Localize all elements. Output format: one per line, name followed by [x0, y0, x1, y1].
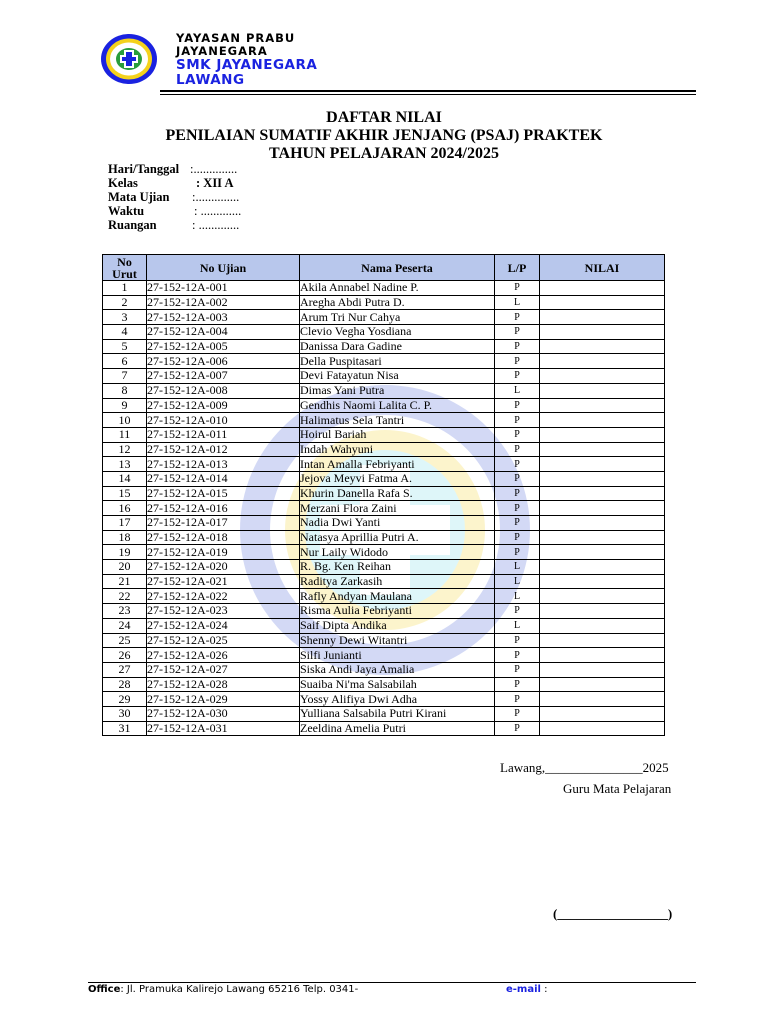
- col-nama-peserta: Nama Peserta: [300, 255, 495, 281]
- row-nama: Jejova Meyvi Fatma A.: [300, 471, 495, 486]
- row-no: 11: [103, 427, 147, 442]
- kelas-value: : XII A: [196, 176, 234, 190]
- table-row: [103, 604, 665, 619]
- row-lp: L: [495, 574, 540, 589]
- table-row: [103, 325, 665, 340]
- row-nilai-input: [540, 589, 665, 604]
- table-row: [103, 310, 665, 325]
- signer-role: Guru Mata Pelajaran: [563, 781, 672, 796]
- row-nama: Della Puspitasari: [300, 354, 495, 369]
- row-no-ujian: 27-152-12A-012: [147, 442, 300, 457]
- row-nilai-input: [540, 383, 665, 398]
- row-no-ujian: 27-152-12A-019: [147, 545, 300, 560]
- row-nama: Akila Annabel Nadine P.: [300, 281, 495, 296]
- row-no: 24: [103, 618, 147, 633]
- row-nilai-input: [540, 530, 665, 545]
- row-lp: P: [495, 692, 540, 707]
- row-nama: Yulliana Salsabila Putri Kirani: [300, 706, 495, 721]
- row-nilai-input: [540, 457, 665, 472]
- row-no: 13: [103, 457, 147, 472]
- hari-value: :..............: [190, 162, 238, 176]
- row-no: 31: [103, 721, 147, 736]
- row-no-ujian: 27-152-12A-001: [147, 281, 300, 296]
- table-row: [103, 383, 665, 398]
- table-row: [103, 442, 665, 457]
- row-lp: P: [495, 339, 540, 354]
- table-row: [103, 457, 665, 472]
- row-nama: Suaiba Ni'ma Salsabilah: [300, 677, 495, 692]
- row-no: 21: [103, 574, 147, 589]
- row-nama: Indah Wahyuni: [300, 442, 495, 457]
- row-nilai-input: [540, 442, 665, 457]
- row-nilai-input: [540, 633, 665, 648]
- row-no: 8: [103, 383, 147, 398]
- row-lp: P: [495, 442, 540, 457]
- row-no-ujian: 27-152-12A-016: [147, 501, 300, 516]
- row-lp: P: [495, 516, 540, 531]
- row-nama: Danissa Dara Gadine: [300, 339, 495, 354]
- row-nama: Natasya Aprillia Putri A.: [300, 530, 495, 545]
- row-nama: Nur Laily Widodo: [300, 545, 495, 560]
- doc-title: DAFTAR NILAI: [326, 109, 442, 126]
- row-no: 12: [103, 442, 147, 457]
- row-no-ujian: 27-152-12A-010: [147, 413, 300, 428]
- row-nilai-input: [540, 339, 665, 354]
- row-nilai-input: [540, 310, 665, 325]
- row-no-ujian: 27-152-12A-029: [147, 692, 300, 707]
- table-row: [103, 516, 665, 531]
- table-row: [103, 618, 665, 633]
- row-no: 14: [103, 471, 147, 486]
- table-row: [103, 413, 665, 428]
- row-lp: P: [495, 281, 540, 296]
- row-no-ujian: 27-152-12A-003: [147, 310, 300, 325]
- row-nilai-input: [540, 325, 665, 340]
- row-no-ujian: 27-152-12A-023: [147, 604, 300, 619]
- row-lp: P: [495, 706, 540, 721]
- table-row: [103, 530, 665, 545]
- row-lp: P: [495, 530, 540, 545]
- row-lp: P: [495, 604, 540, 619]
- row-lp: P: [495, 486, 540, 501]
- row-nilai-input: [540, 471, 665, 486]
- place-date: Lawang,_______________2025: [500, 760, 669, 775]
- row-no: 19: [103, 545, 147, 560]
- row-no: 9: [103, 398, 147, 413]
- row-nilai-input: [540, 501, 665, 516]
- table-row: [103, 398, 665, 413]
- table-row: [103, 281, 665, 296]
- row-nama: Rafly Andyan Maulana: [300, 589, 495, 604]
- row-no: 3: [103, 310, 147, 325]
- row-lp: P: [495, 677, 540, 692]
- row-no: 2: [103, 295, 147, 310]
- table-row: [103, 354, 665, 369]
- row-no: 17: [103, 516, 147, 531]
- row-nama: Arum Tri Nur Cahya: [300, 310, 495, 325]
- row-nama: Clevio Vegha Yosdiana: [300, 325, 495, 340]
- row-lp: P: [495, 398, 540, 413]
- ruangan-label: Ruangan: [108, 218, 157, 232]
- row-lp: P: [495, 354, 540, 369]
- table-row: [103, 648, 665, 663]
- table-row: [103, 339, 665, 354]
- row-no: 26: [103, 648, 147, 663]
- row-lp: L: [495, 295, 540, 310]
- row-nama: Intan Amalla Febriyanti: [300, 457, 495, 472]
- table-row: [103, 295, 665, 310]
- school-logo: [100, 33, 158, 85]
- row-no-ujian: 27-152-12A-006: [147, 354, 300, 369]
- col-no-urut: No Urut: [103, 255, 147, 281]
- row-nama: Halimatus Sela Tantri: [300, 413, 495, 428]
- col-nilai: NILAI: [540, 255, 665, 281]
- row-no-ujian: 27-152-12A-027: [147, 662, 300, 677]
- row-nilai-input: [540, 413, 665, 428]
- row-nama: Yossy Alifiya Dwi Adha: [300, 692, 495, 707]
- row-nilai-input: [540, 574, 665, 589]
- row-lp: P: [495, 648, 540, 663]
- row-no-ujian: 27-152-12A-031: [147, 721, 300, 736]
- row-nilai-input: [540, 706, 665, 721]
- row-nilai-input: [540, 486, 665, 501]
- letterhead: [176, 32, 317, 88]
- doc-subtitle: PENILAIAN SUMATIF AKHIR JENJANG (PSAJ) PRAKTEK: [165, 127, 603, 144]
- row-nilai-input: [540, 604, 665, 619]
- table-row: [103, 427, 665, 442]
- waktu-value: : .............: [194, 204, 242, 218]
- row-no: 20: [103, 560, 147, 575]
- row-no-ujian: 27-152-12A-009: [147, 398, 300, 413]
- row-lp: P: [495, 427, 540, 442]
- table-row: [103, 486, 665, 501]
- score-table: [102, 254, 665, 736]
- mapel-value: :..............: [192, 190, 240, 204]
- kelas-label: Kelas: [108, 176, 138, 190]
- row-nilai-input: [540, 398, 665, 413]
- row-lp: L: [495, 589, 540, 604]
- waktu-label: Waktu: [108, 204, 145, 218]
- row-nama: Hoirul Bariah: [300, 427, 495, 442]
- ruangan-value: : .............: [192, 218, 240, 232]
- row-no: 30: [103, 706, 147, 721]
- table-row: [103, 633, 665, 648]
- table-body: [103, 281, 665, 736]
- row-nama: Saif Dipta Andika: [300, 618, 495, 633]
- row-no: 1: [103, 281, 147, 296]
- row-no-ujian: 27-152-12A-018: [147, 530, 300, 545]
- row-nama: R. Bg. Ken Reihan: [300, 560, 495, 575]
- row-lp: P: [495, 325, 540, 340]
- row-lp: P: [495, 501, 540, 516]
- row-no: 7: [103, 369, 147, 384]
- row-no-ujian: 27-152-12A-011: [147, 427, 300, 442]
- row-lp: P: [495, 662, 540, 677]
- table-row: [103, 662, 665, 677]
- row-lp: P: [495, 457, 540, 472]
- row-no: 16: [103, 501, 147, 516]
- row-no: 4: [103, 325, 147, 340]
- row-no-ujian: 27-152-12A-004: [147, 325, 300, 340]
- table-row: [103, 706, 665, 721]
- row-nama: Nadia Dwi Yanti: [300, 516, 495, 531]
- col-no-ujian: No Ujian: [147, 255, 300, 281]
- row-lp: L: [495, 383, 540, 398]
- col-lp: L/P: [495, 255, 540, 281]
- school-name-line2: LAWANG: [176, 72, 245, 88]
- row-no-ujian: 27-152-12A-013: [147, 457, 300, 472]
- row-lp: L: [495, 618, 540, 633]
- row-no-ujian: 27-152-12A-005: [147, 339, 300, 354]
- row-nama: Silfi Junianti: [300, 648, 495, 663]
- row-nama: Siska Andi Jaya Amalia: [300, 662, 495, 677]
- letterhead-divider-thick: [160, 90, 696, 92]
- row-nama: Khurin Danella Rafa S.: [300, 486, 495, 501]
- table-row: [103, 545, 665, 560]
- row-nama: Zeeldina Amelia Putri: [300, 721, 495, 736]
- row-no-ujian: 27-152-12A-014: [147, 471, 300, 486]
- row-nilai-input: [540, 692, 665, 707]
- row-no-ujian: 27-152-12A-026: [147, 648, 300, 663]
- row-nilai-input: [540, 281, 665, 296]
- table-row: [103, 369, 665, 384]
- row-nama: Aregha Abdi Putra D.: [300, 295, 495, 310]
- row-lp: P: [495, 633, 540, 648]
- row-nilai-input: [540, 427, 665, 442]
- row-no-ujian: 27-152-12A-022: [147, 589, 300, 604]
- row-lp: P: [495, 413, 540, 428]
- footer-email: e-mail :: [506, 984, 548, 995]
- row-no: 18: [103, 530, 147, 545]
- row-nama: Devi Fatayatun Nisa: [300, 369, 495, 384]
- row-nilai-input: [540, 354, 665, 369]
- table-row: [103, 560, 665, 575]
- row-nama: Shenny Dewi Witantri: [300, 633, 495, 648]
- row-nilai-input: [540, 545, 665, 560]
- row-nama: Gendhis Naomi Lalita C. P.: [300, 398, 495, 413]
- footer: [88, 982, 696, 995]
- row-no: 5: [103, 339, 147, 354]
- row-no-ujian: 27-152-12A-002: [147, 295, 300, 310]
- row-nilai-input: [540, 618, 665, 633]
- school-name-line1: SMK JAYANEGARA: [176, 57, 318, 73]
- row-no-ujian: 27-152-12A-024: [147, 618, 300, 633]
- row-nilai-input: [540, 677, 665, 692]
- row-no: 27: [103, 662, 147, 677]
- row-no: 25: [103, 633, 147, 648]
- row-nilai-input: [540, 516, 665, 531]
- row-no: 6: [103, 354, 147, 369]
- foundation-name-line2: JAYANEGARA: [176, 44, 268, 58]
- row-no: 28: [103, 677, 147, 692]
- table-row: [103, 589, 665, 604]
- table-row: [103, 692, 665, 707]
- doc-year: TAHUN PELAJARAN 2024/2025: [269, 145, 499, 162]
- row-no-ujian: 27-152-12A-028: [147, 677, 300, 692]
- row-no-ujian: 27-152-12A-007: [147, 369, 300, 384]
- row-nilai-input: [540, 295, 665, 310]
- row-nilai-input: [540, 648, 665, 663]
- row-nama: Dimas Yani Putra: [300, 383, 495, 398]
- row-no-ujian: 27-152-12A-015: [147, 486, 300, 501]
- row-no: 22: [103, 589, 147, 604]
- row-no-ujian: 27-152-12A-020: [147, 560, 300, 575]
- row-lp: L: [495, 560, 540, 575]
- table-header-row: [103, 255, 665, 281]
- letterhead-divider-thin: [160, 94, 696, 95]
- row-no-ujian: 27-152-12A-008: [147, 383, 300, 398]
- row-lp: P: [495, 471, 540, 486]
- row-no-ujian: 27-152-12A-021: [147, 574, 300, 589]
- row-no: 10: [103, 413, 147, 428]
- table-row: [103, 574, 665, 589]
- row-no: 29: [103, 692, 147, 707]
- row-lp: P: [495, 545, 540, 560]
- row-nilai-input: [540, 560, 665, 575]
- row-nilai-input: [540, 721, 665, 736]
- row-no: 23: [103, 604, 147, 619]
- mapel-label: Mata Ujian: [108, 190, 170, 204]
- table-row: [103, 721, 665, 736]
- row-nilai-input: [540, 369, 665, 384]
- row-nilai-input: [540, 662, 665, 677]
- table-row: [103, 501, 665, 516]
- table-row: [103, 471, 665, 486]
- signer-name-line: (_________________): [553, 906, 673, 921]
- row-no: 15: [103, 486, 147, 501]
- table-row: [103, 677, 665, 692]
- row-no-ujian: 27-152-12A-030: [147, 706, 300, 721]
- row-lp: P: [495, 310, 540, 325]
- row-nama: Risma Aulia Febriyanti: [300, 604, 495, 619]
- row-lp: P: [495, 721, 540, 736]
- foundation-name-line1: YAYASAN PRABU: [176, 31, 296, 45]
- row-no-ujian: 27-152-12A-025: [147, 633, 300, 648]
- row-nama: Raditya Zarkasih: [300, 574, 495, 589]
- row-lp: P: [495, 369, 540, 384]
- row-no-ujian: 27-152-12A-017: [147, 516, 300, 531]
- hari-label: Hari/Tanggal: [108, 162, 180, 176]
- footer-office: Office: Jl. Pramuka Kalirejo Lawang 65216 Telp. 0341-: [88, 984, 359, 995]
- row-nama: Merzani Flora Zaini: [300, 501, 495, 516]
